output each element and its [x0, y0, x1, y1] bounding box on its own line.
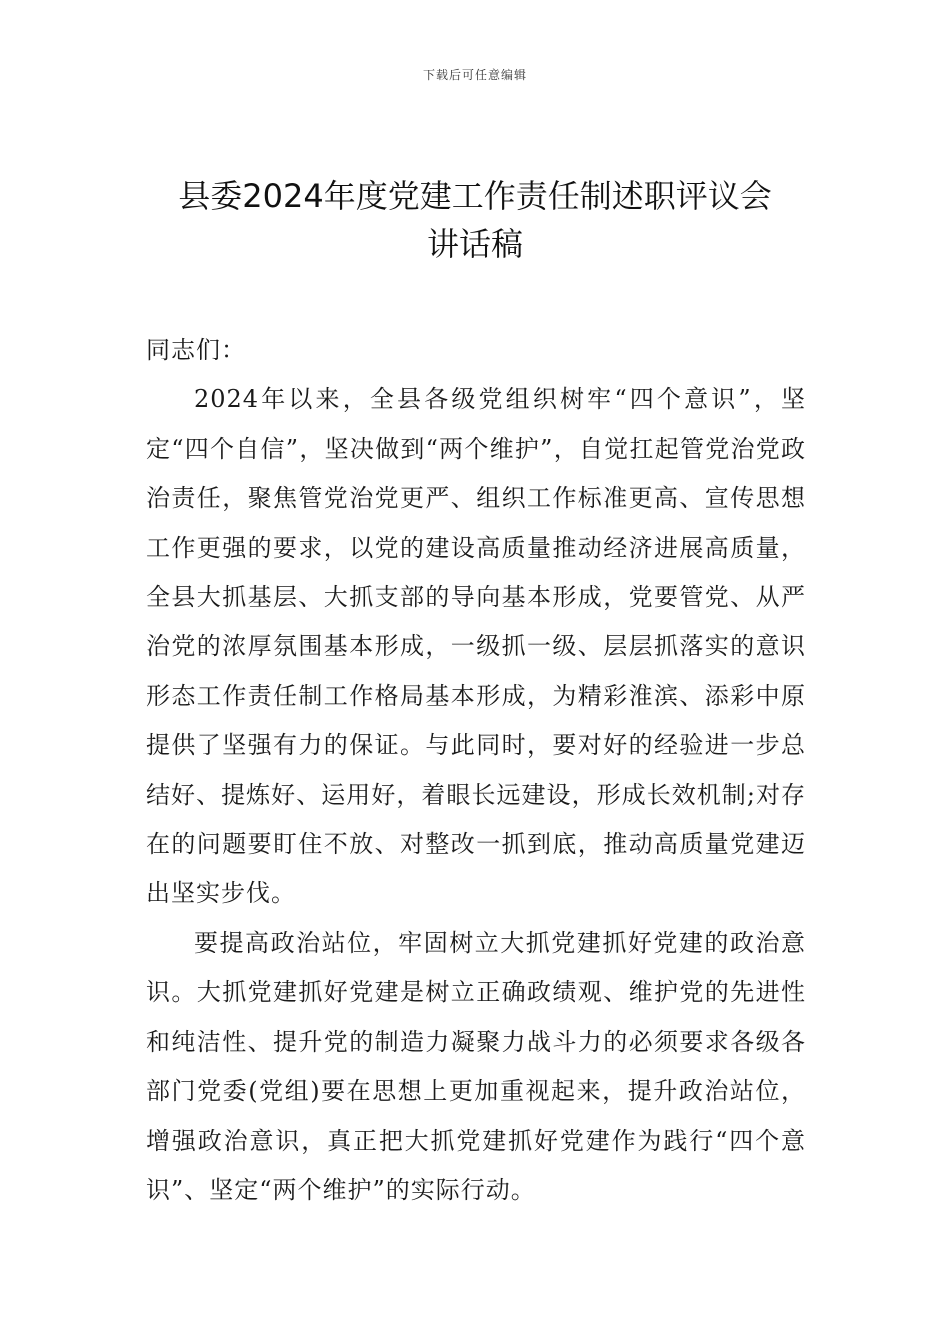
paragraph-2: 要提高政治站位，牢固树立大抓党建抓好党建的政治意识。大抓党建抓好党建是树立正确政绩观、维护党的先进性和纯洁性、提升党的制造力凝聚力战斗力的必须要求各级各部门党委(党组)要在思想上更加重视起来，提升政治站位，增强政治意识，真正把大抓党建抓好党建作为践行“四个意识”、坚定“两个维护”的实际行动。	[146, 928, 806, 1204]
salutation: 同志们：	[146, 336, 246, 364]
title-line-1: 县委2024年度党建工作责任制述职评议会	[178, 177, 772, 215]
document-body	[146, 326, 806, 1215]
document-title	[140, 172, 810, 268]
title-line-2: 讲话稿	[426, 225, 523, 263]
header-note: 下载后可任意编辑	[422, 68, 527, 82]
paragraph-1: 2024年以来，全县各级党组织树牢“四个意识”，坚定“四个自信”，坚决做到“两个维护”，自觉扛起管党治党政治责任，聚焦管党治党更严、组织工作标准更高、宣传思想工作更强的要求，以党的建设高质量推动经济进展高质量，全县大抓基层、大抓支部的导向基本形成，党要管党、从严治党的浓厚氛围基本形成，一级抓一级、层层抓落实的意识形态工作责任制工作格局基本形成，为精彩淮滨、添彩中原提供了坚强有力的保证。与此同时，要对好的经验进一步总结好、提炼好、运用好，着眼长远建设，形成长效机制;对存在的问题要盯住不放、对整改一抓到底，推动高质量党建迈出坚实步伐。	[146, 385, 806, 908]
